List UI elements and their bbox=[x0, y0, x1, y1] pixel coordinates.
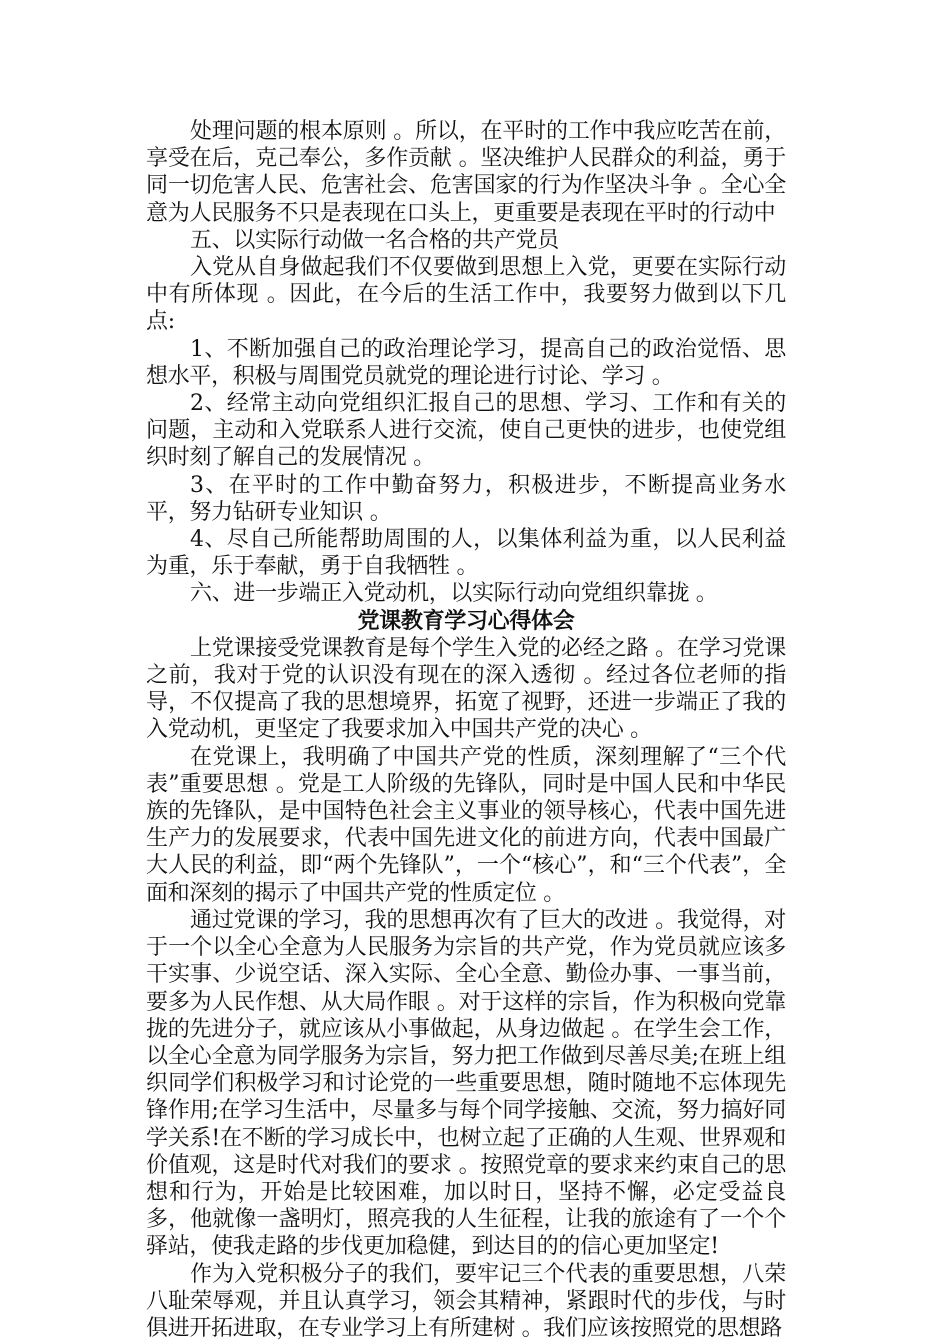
list-item: 2、经常主动向党组织汇报自己的思想、学习、工作和有关的问题，主动和入党联系人进行交流，使自己更快的进步，也使党组织时刻了解自己的发展情况 。 bbox=[146, 391, 786, 471]
paragraph: 在党课上，我明确了中国共产党的性质，深刻理解了“三个代表”重要思想 。党是工人阶级的先锋队，同时是中国人民和中华民族的先锋队，是中国特色社会主义事业的领导核心，代表中国先进生产力的发展要求，代表中国先进文化的前进方向，代表中国最广大人民的利益，即“两个先锋队”，一个“核心”，和“三个代表”，全面和深刻的揭示了中国共产党的性质定位 。 bbox=[146, 744, 786, 906]
paragraph: 处理问题的根本原则 。所以，在平时的工作中我应吃苦在前，享受在后，克己奉公，多作贡献 。坚决维护人民群众的利益，勇于同一切危害人民、危害社会、危害国家的行为作坚决斗争 。全心全意为人民服务不只是表现在口头上，更重要是表现在平时的行动中 bbox=[146, 119, 786, 226]
paragraph: 上党课接受党课教育是每个学生入党的必经之路 。在学习党课之前，我对于党的认识没有现在的深入透彻 。经过各位老师的指导，不仅提高了我的思想境界，拓宽了视野，还进一步端正了我的入党动机，更坚定了我要求加入中国共产党的决心 。 bbox=[146, 635, 786, 743]
list-item: 4、尽自己所能帮助周围的人，以集体利益为重，以人民利益为重，乐于奉献，勇于自我牺牲 。 bbox=[146, 527, 786, 580]
section-heading-five: 五、以实际行动做一名合格的共产党员 bbox=[190, 227, 559, 253]
article-title: 党课教育学习心得体会 bbox=[357, 608, 575, 634]
list-item: 3、在平时的工作中勤奋努力，积极进步，不断提高业务水平，努力钻研专业知识 。 bbox=[146, 472, 786, 525]
document-page bbox=[146, 118, 786, 1342]
paragraph: 通过党课的学习，我的思想再次有了巨大的改进 。我觉得，对于一个以全心全意为人民服务为宗旨的共产党，作为党员就应该多干实事、少说空话、深入实际、全心全意、勤俭办事、一事当前，要多为人民作想、从大局作眼 。对于这样的宗旨，作为积极向党靠拢的先进分子，就应该从小事做起，从身边做起 。在学生会工作，以全心全意为同学服务为宗旨，努力把工作做到尽善尽美;在班上组织同学们积极学习和讨论党的一些重要思想，随时随地不忘体现先锋作用;在学习生活中，尽量多与每个同学接触、交流，努力搞好同学关系!在不断的学习成长中，也树立起了正确的人生观、世界观和价值观，这是时代对我们的要求 。按照党章的要求来约束自己的思想和行为，开始是比较困难，加以时日，坚持不懈，必定受益良多，他就像一盏明灯，照亮我的人生征程，让我的旅途有了一个个驿站，使我走路的步伐更加稳健，到达目的的信心更加坚定! bbox=[146, 907, 786, 1260]
list-item: 1、不断加强自己的政治理论学习，提高自己的政治觉悟、思想水平，积极与周围党员就党的理论进行讨论、学习 。 bbox=[146, 336, 786, 389]
paragraph: 入党从自身做起我们不仅要做到思想上入党，更要在实际行动中有所体现 。因此，在今后的生活工作中，我要努力做到以下几点: bbox=[146, 255, 786, 335]
section-heading-six: 六、进一步端正入党动机，以实际行动向党组织靠拢 。 bbox=[190, 581, 718, 607]
paragraph: 作为入党积极分子的我们，要牢记三个代表的重要思想，八荣八耻荣辱观，并且认真学习，领会其精神，紧跟时代的步伐，与时俱进开拓进取，在专业学习上有所建树 。我们应该按照党的思想路 bbox=[146, 1261, 786, 1341]
